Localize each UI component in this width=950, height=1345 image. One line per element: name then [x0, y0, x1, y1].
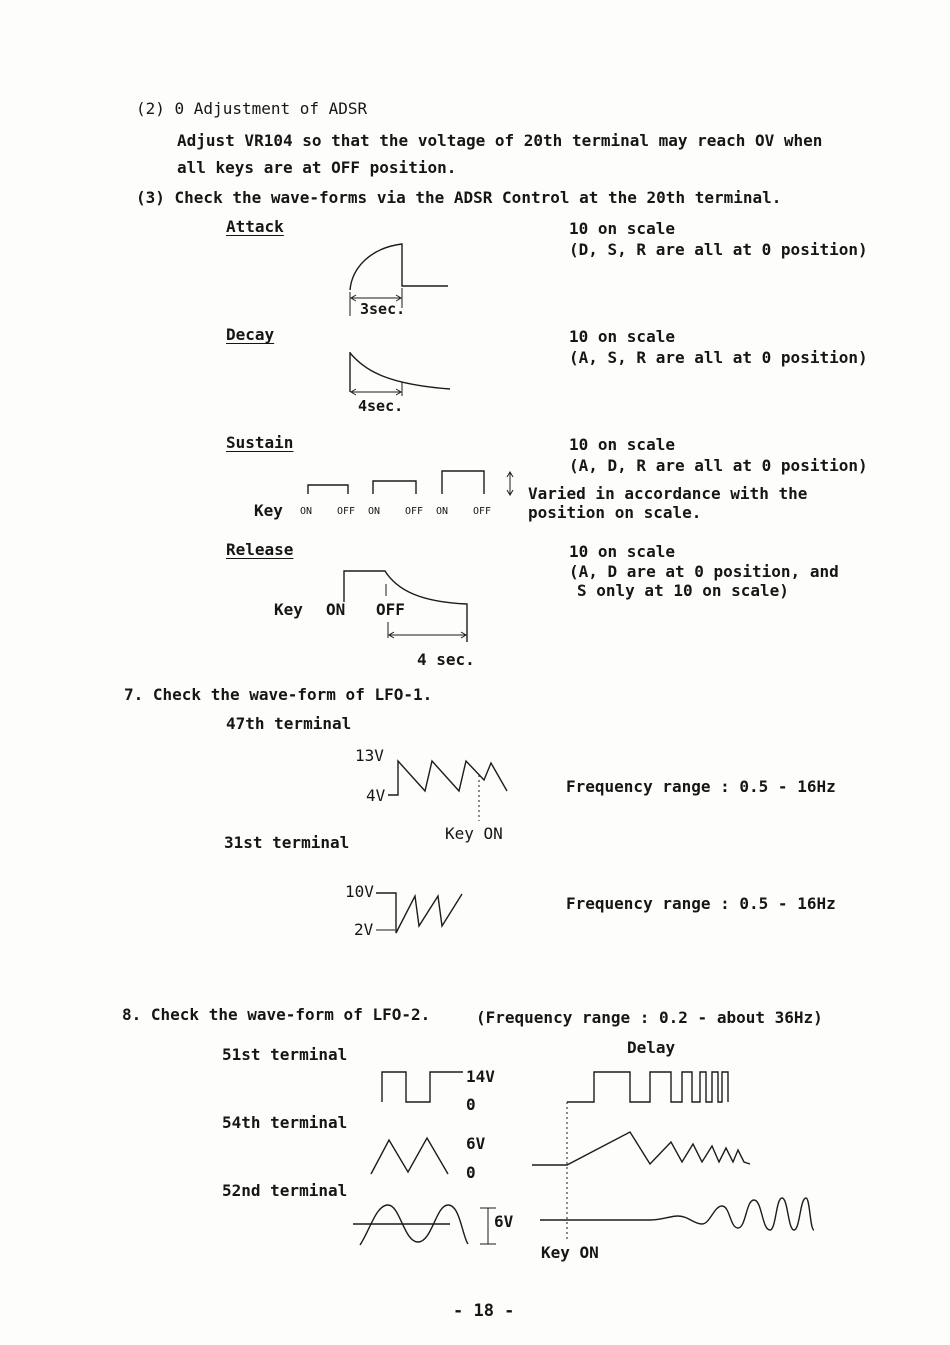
release-note-line1: (A, D are at 0 position, and [569, 562, 839, 581]
lfo2-v-low-54: 0 [466, 1163, 476, 1182]
lfo2-heading: 8. Check the wave-form of LFO-2. [122, 1005, 431, 1024]
release-waveform [335, 562, 480, 647]
lfo1-v-high-31: 10V [345, 882, 374, 901]
decay-note: (A, S, R are all at 0 position) [569, 348, 868, 367]
lfo2-key-on: Key ON [541, 1243, 599, 1262]
lfo2-terminal-54: 54th terminal [222, 1113, 348, 1132]
sustain-key-state: ON [300, 506, 313, 517]
lfo1-v-low-47: 4V [366, 786, 386, 805]
lfo2-delay-label: Delay [627, 1038, 676, 1057]
item3-heading: (3) Check the wave-forms via the ADSR Control at the 20th terminal. [136, 188, 782, 207]
lfo1-terminal-31: 31st terminal [224, 833, 350, 852]
lfo1-freq-31: Frequency range : 0.5 - 16Hz [566, 894, 836, 913]
lfo2-square-51 [376, 1066, 466, 1106]
release-time: 4 sec. [417, 650, 475, 669]
release-key-label: Key [274, 600, 303, 619]
release-label: Release [226, 540, 294, 559]
lfo1-freq-47: Frequency range : 0.5 - 16Hz [566, 777, 836, 796]
release-on-label: ON [326, 600, 346, 619]
sustain-varied-line1: Varied in accordance with the [528, 484, 808, 503]
sustain-label: Sustain [226, 433, 294, 452]
attack-time: 3sec. [360, 300, 406, 318]
item2-body-line2: all keys are at OFF position. [177, 158, 457, 177]
sustain-key-state: OFF [405, 506, 424, 517]
sustain-scale: 10 on scale [569, 435, 675, 454]
lfo2-v-pp-52: 6V [494, 1212, 514, 1231]
lfo1-key-on: Key ON [445, 824, 503, 843]
attack-label: Attack [226, 217, 284, 236]
decay-scale: 10 on scale [569, 327, 675, 346]
lfo1-heading: 7. Check the wave-form of LFO-1. [124, 685, 433, 704]
decay-label: Decay [226, 325, 275, 344]
lfo2-triangle-54 [368, 1134, 458, 1179]
lfo2-v-high-54: 6V [466, 1134, 486, 1153]
lfo1-sawtooth-31 [374, 888, 469, 938]
lfo1-sawtooth-47 [385, 755, 515, 825]
release-note-line2: S only at 10 on scale) [577, 581, 789, 600]
lfo2-terminal-51: 51st terminal [222, 1045, 348, 1064]
lfo2-sine-52 [350, 1200, 515, 1250]
lfo2-delay-waveforms [530, 1066, 820, 1246]
release-off-label: OFF [376, 600, 405, 619]
lfo2-v-low-51: 0 [466, 1095, 476, 1114]
attack-scale: 10 on scale [569, 219, 675, 238]
lfo1-terminal-47: 47th terminal [226, 714, 352, 733]
sustain-key-state: ON [436, 506, 449, 517]
sustain-key-state: OFF [473, 506, 492, 517]
sustain-key-state: OFF [337, 506, 356, 517]
sustain-waveform [300, 468, 530, 500]
item2-body-line1: Adjust VR104 so that the voltage of 20th terminal may reach OV when [177, 131, 823, 150]
attack-note: (D, S, R are all at 0 position) [569, 240, 868, 259]
release-scale: 10 on scale [569, 542, 675, 561]
lfo2-terminal-52: 52nd terminal [222, 1181, 348, 1200]
lfo1-v-low-31: 2V [354, 920, 374, 939]
item2-heading: (2) 0 Adjustment of ADSR [136, 99, 368, 118]
sustain-varied-line2: position on scale. [528, 503, 702, 522]
sustain-key-label: Key [254, 501, 283, 520]
sustain-note: (A, D, R are all at 0 position) [569, 456, 868, 475]
lfo2-freq-note: (Frequency range : 0.2 - about 36Hz) [476, 1008, 823, 1027]
sustain-key-state: ON [368, 506, 381, 517]
lfo2-v-high-51: 14V [466, 1067, 495, 1086]
lfo1-v-high-47: 13V [355, 746, 384, 765]
decay-time: 4sec. [358, 397, 404, 415]
page-number: - 18 - [453, 1301, 515, 1321]
decay-waveform [340, 348, 455, 398]
